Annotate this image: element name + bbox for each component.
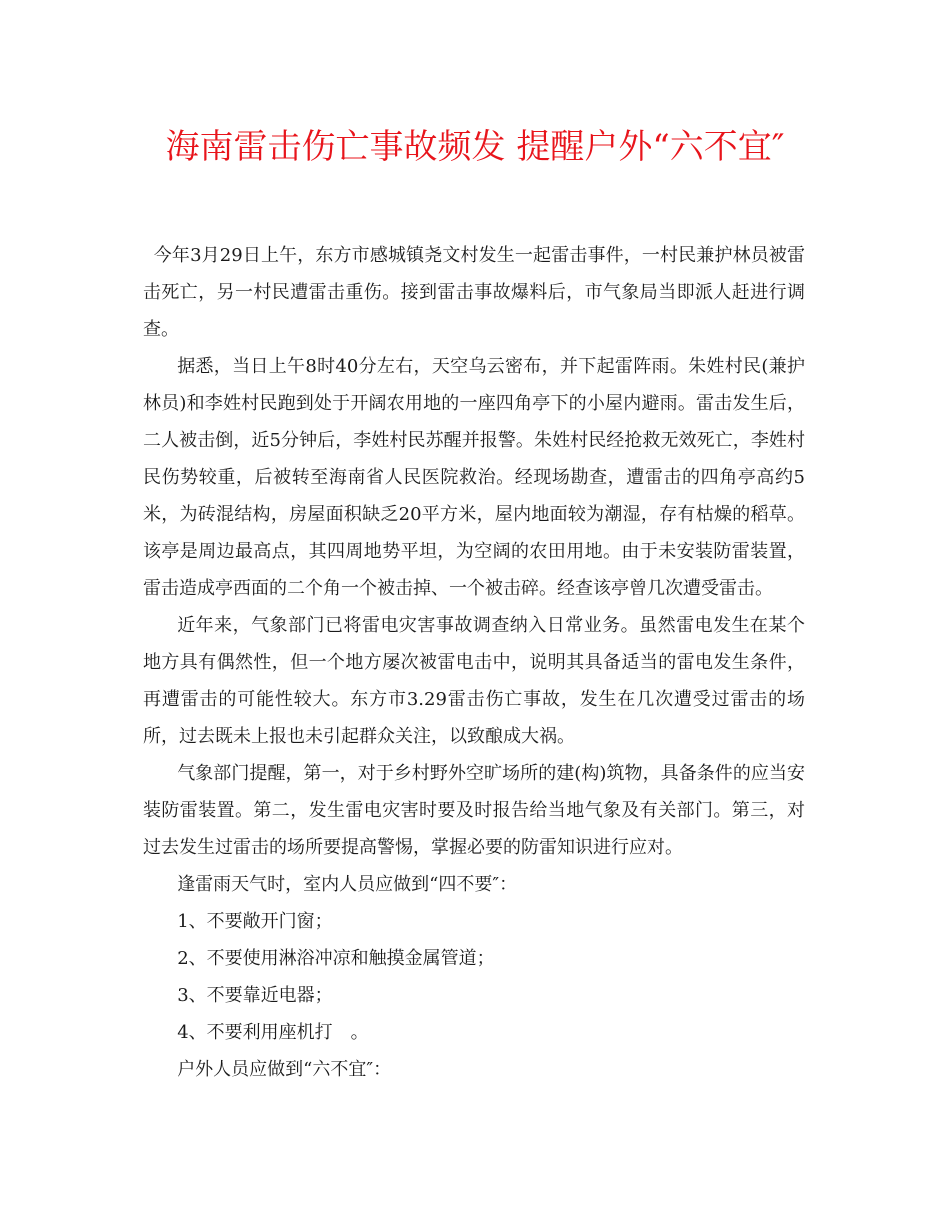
closing-line: 户外人员应做到“六不宜″： xyxy=(177,1059,392,1080)
list-item: 3、不要靠近电器； xyxy=(177,985,333,1006)
paragraph: 据悉，当日上午8时40分左右，天空乌云密布，并下起雷阵雨。朱姓村民(兼护林员)和李姓村民跑到处于开阔农用地的一座四角亭下的小屋内避雨。雷击发生后，二人被击倒，近5分钟后，李姓村民苏醒并报警。朱姓村民经抢救无效死亡，李姓村民伤势较重，后被转至海南省人民医院救治。经现场勘查，遭雷击的四角亭高约5米，为砖混结构，房屋面积缺乏20平方米，屋内地面较为潮湿，存有枯燥的稻草。该亭是周边最高点，其四周地势平坦，为空阔的农田用地。由于未安装防雷装置，雷击造成亭西面的二个角一个被击掉、一个被击碎。经查该亭曾几次遭受雷击。 xyxy=(143,356,805,599)
list-item: 1、不要敞开门窗； xyxy=(177,911,333,932)
document-title: 海南雷击伤亡事故频发 提醒户外“六不宜″ xyxy=(165,127,785,167)
paragraph: 气象部门提醒，第一，对于乡村野外空旷场所的建(构)筑物，具备条件的应当安装防雷装置。第二，发生雷电灾害时要及时报告给当地气象及有关部门。第三，对过去发生过雷击的场所要提高警惕，掌握必要的防雷知识进行应对。 xyxy=(143,763,805,858)
paragraph: 近年来，气象部门已将雷电灾害事故调查纳入日常业务。虽然雷电发生在某个地方具有偶然性，但一个地方屡次被雷电击中，说明其具备适当的雷电发生条件，再遭雷击的可能性较大。东方市3.29雷击伤亡事故，发生在几次遭受过雷击的场所，过去既未上报也未引起群众关注，以致酿成大祸。 xyxy=(143,615,805,747)
list-item: 4、不要利用座机打 。 xyxy=(177,1022,369,1043)
document-body xyxy=(143,237,805,1088)
paragraph: 今年3月29日上午，东方市感城镇尧文村发生一起雷击事件，一村民兼护林员被雷击死亡，另一村民遭雷击重伤。接到雷击事故爆料后，市气象局当即派人赶进行调查。 xyxy=(143,245,805,340)
paragraph: 逢雷雨天气时，室内人员应做到“四不要″： xyxy=(177,874,518,895)
list-item: 2、不要使用淋浴冲凉和触摸金属管道； xyxy=(177,948,495,969)
